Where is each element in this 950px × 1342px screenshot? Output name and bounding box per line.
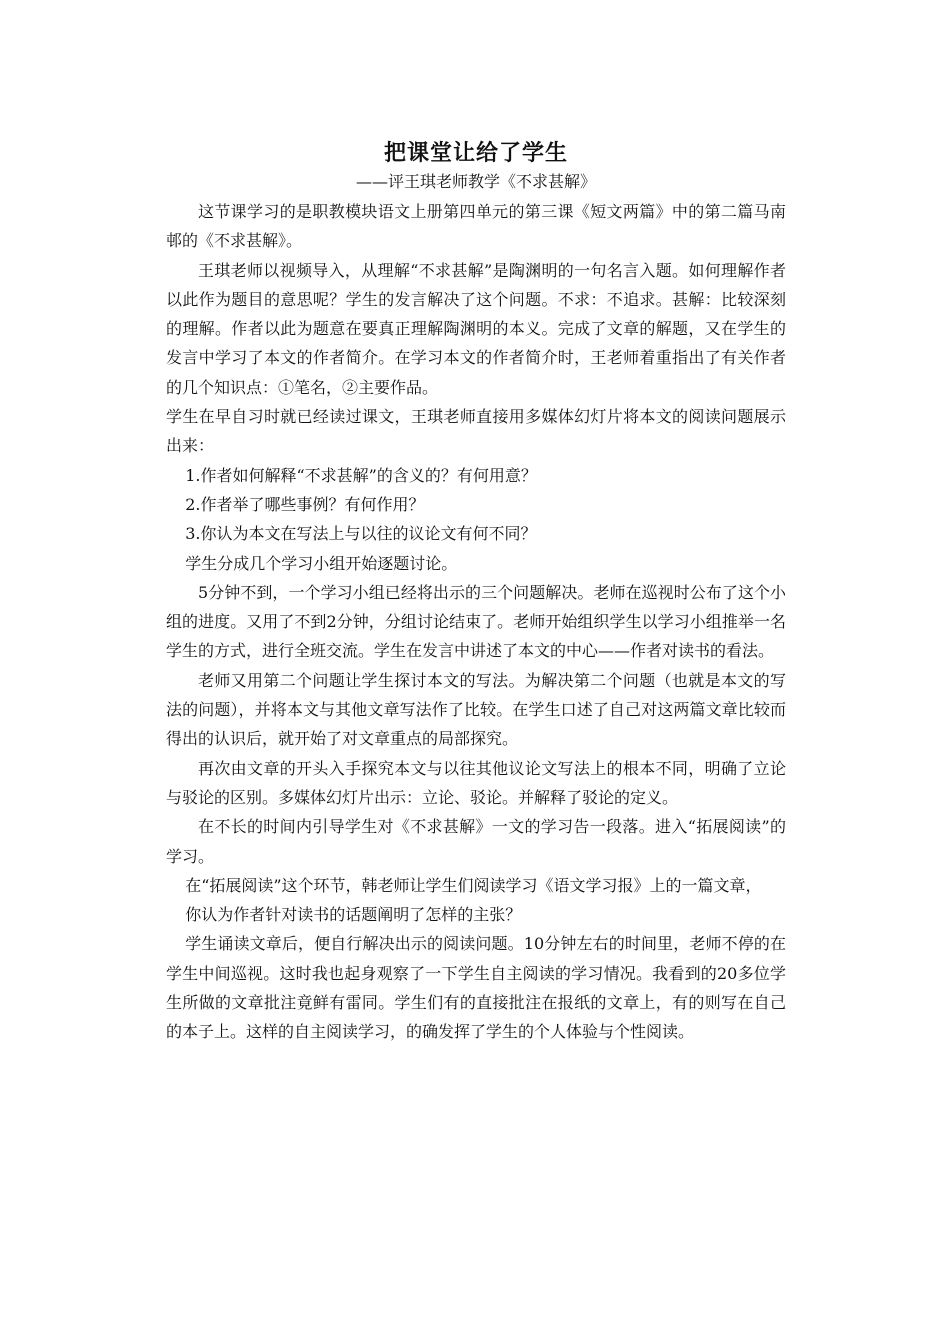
paragraph-3: 学生在早自习时就已经读过课文，王琪老师直接用多媒体幻灯片将本文的阅读问题展示出来：	[166, 407, 786, 456]
question-2: 2.作者举了哪些事例？有何作用？	[185, 494, 425, 514]
paragraph-6: 再次由文章的开头入手探究本文与以往其他议论文写法上的根本不同，明确了立论与驳论的区别。多媒体幻灯片出示：立论、驳论。并解释了驳论的定义。	[166, 758, 786, 807]
document-page	[166, 139, 786, 1047]
document-title: 把课堂让给了学生	[383, 141, 568, 166]
question-3: 3.你认为本文在写法上与以往的议论文有何不同？	[185, 524, 537, 544]
paragraph-7: 在不长的时间内引导学生对《不求甚解》一文的学习告一段落。进入“拓展阅读”的学习。	[166, 817, 786, 866]
paragraph-5: 老师又用第二个问题让学生探讨本文的写法。为解决第二个问题（也就是本文的写法的问题），并将本文与其他文章写法作了比较。在学生口述了自己对这两篇文章比较而得出的认识后，就开始了对文章重点的局部探究。	[166, 670, 786, 749]
paragraph-10: 学生诵读文章后，便自行解决出示的阅读问题。10分钟左右的时间里，老师不停的在学生中间巡视。这时我也起身观察了一下学生自主阅读的学习情况。我看到的20多位学生所做的文章批注竟鲜有雷同。学生们有的直接批注在报纸的文章上，有的则写在自己的本子上。这样的自主阅读学习，的确发挥了学生的个人体验与个性阅读。	[166, 934, 786, 1042]
paragraph-2: 王琪老师以视频导入，从理解“不求甚解”是陶渊明的一句名言入题。如何理解作者以此作为题目的意思呢？学生的发言解决了这个问题。不求：不追求。甚解：比较深刻的理解。作者以此为题意在要真正理解陶渊明的本义。完成了文章的解题，又在学生的发言中学习了本文的作者简介。在学习本文的作者简介时，王老师着重指出了有关作者的几个知识点：①笔名，②主要作品。	[166, 260, 786, 397]
document-subtitle: ——评王琪老师教学《不求甚解》	[355, 172, 596, 191]
paragraph-4: 5分钟不到，一个学习小组已经将出示的三个问题解决。老师在巡视时公布了这个小组的进度。又用了不到2分钟，分组讨论结束了。老师开始组织学生以学习小组推举一名学生的方式，进行全班交流。学生在发言中讲述了本文的中心——作者对读书的看法。	[166, 582, 786, 661]
paragraph-9: 你认为作者针对读书的话题阐明了怎样的主张？	[185, 905, 522, 925]
paragraph-group-discussion: 学生分成几个学习小组开始逐题讨论。	[185, 553, 458, 573]
paragraph-1: 这节课学习的是职教模块语文上册第四单元的第三课《短文两篇》中的第二篇马南邨的《不求甚解》。	[166, 202, 786, 251]
paragraph-8: 在“拓展阅读”这个环节，韩老师让学生们阅读学习《语文学习报》上的一篇文章，	[185, 875, 762, 895]
question-1: 1.作者如何解释“不求甚解”的含义的？有何用意？	[185, 465, 537, 485]
